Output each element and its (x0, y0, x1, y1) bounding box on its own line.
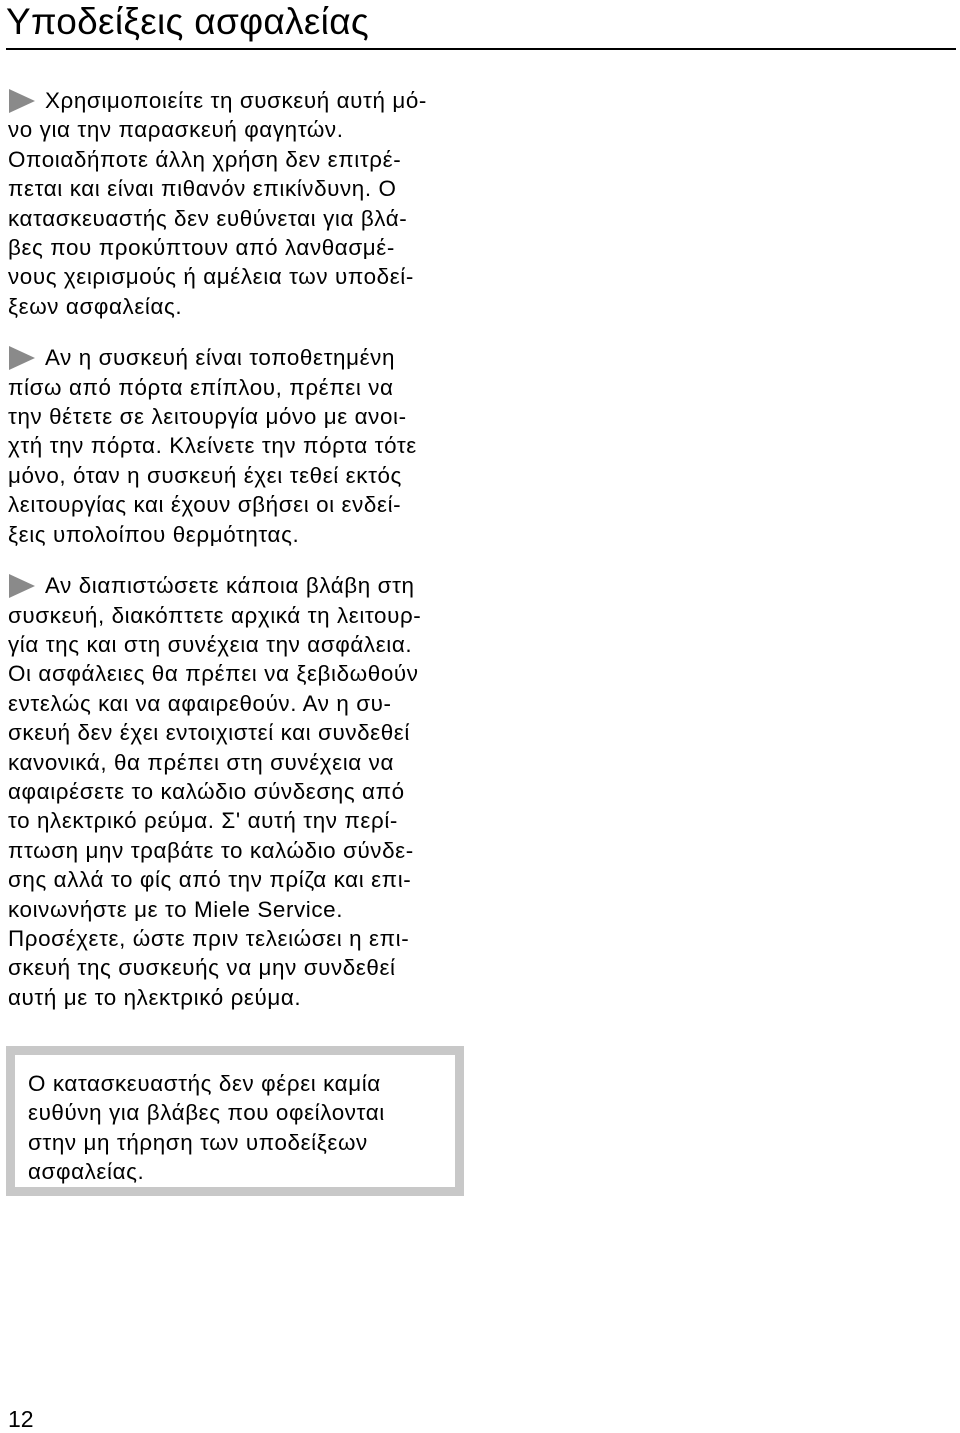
paragraph-line: συσκευή, διακόπτετε αρχικά τη λειτουρ- (8, 602, 422, 628)
paragraph-line: χτή την πόρτα. Κλείνετε την πόρτα τότε (8, 433, 417, 459)
safety-paragraph-3 (8, 571, 478, 1012)
paragraph-line: κοινωνήστε με το Miele Service. (8, 896, 344, 922)
paragraph-line: γία της και στη συνέχεια την ασφάλεια. (8, 631, 413, 657)
paragraph-line: μόνο, όταν η συσκευή έχει τεθεί εκτός (8, 462, 402, 488)
paragraph-line: σης αλλά το φίς από την πρίζα και επι- (8, 867, 412, 893)
paragraph-line: βες που προκύπτουν από λανθασμέ- (8, 235, 395, 261)
warning-notice-box (6, 1046, 464, 1196)
warning-notice-inner (15, 1055, 455, 1187)
paragraph-line: ξεις υπολοίπου θερμότητας. (8, 521, 300, 547)
paragraph-line: την θέτετε σε λειτουργία μόνο με ανοι- (8, 404, 407, 430)
paragraph-line: πεται και είναι πιθανόν επικίνδυνη. Ο (8, 176, 397, 202)
paragraph-line: το ηλεκτρικό ρεύμα. Σ' αυτή την περί- (8, 808, 398, 834)
triangle-bullet-icon (9, 574, 35, 598)
page-title: Υποδείξεις ασφαλείας (6, 1, 370, 42)
paragraph-line: λειτουργίας και έχουν σβήσει οι ενδεί- (8, 492, 402, 518)
paragraph-line: αφαιρέσετε το καλώδιο σύνδεσης από (8, 778, 405, 804)
paragraph-line: κατασκευαστής δεν ευθύνεται για βλά- (8, 205, 408, 231)
paragraph-line: ξεων ασφαλείας. (8, 293, 183, 319)
paragraph-line: κανονικά, θα πρέπει στη συνέχεια να (8, 749, 394, 775)
notice-line: Ο κατασκευαστής δεν φέρει καμία (28, 1071, 381, 1096)
safety-instructions (8, 86, 478, 1034)
paragraph-line: σκευή δεν έχει εντοιχιστεί και συνδεθεί (8, 720, 410, 746)
paragraph-line: Αν διαπιστώσετε κάποια βλάβη στη (8, 571, 478, 600)
paragraph-line: αυτή με το ηλεκτρικό ρεύμα. (8, 984, 302, 1010)
paragraph-line: Οι ασφάλειες θα πρέπει να ξεβιδωθούν (8, 661, 419, 687)
safety-paragraph-2 (8, 343, 478, 549)
paragraph-line: πτωση μην τραβάτε το καλώδιο σύνδε- (8, 837, 414, 863)
paragraph-line: πίσω από πόρτα επίπλου, πρέπει να (8, 374, 394, 400)
notice-line: ασφαλείας. (28, 1159, 145, 1185)
notice-line: ευθύνη για βλάβες που οφείλονται (28, 1100, 385, 1126)
paragraph-line: σκευή της συσκευής να μην συνδεθεί (8, 955, 396, 981)
paragraph-line: Χρησιμοποιείτε τη συσκευή αυτή μό- (8, 86, 478, 115)
page-number: 12 (8, 1406, 34, 1432)
paragraph-line: νο για την παρασκευή φαγητών. (8, 117, 344, 143)
notice-line: στην μη τήρηση των υποδείξεων (28, 1129, 368, 1155)
paragraph-line: εντελώς και να αφαιρεθούν. Αν η συ- (8, 690, 392, 716)
triangle-bullet-icon (9, 89, 35, 113)
paragraph-line: νους χειρισμούς ή αμέλεια των υποδεί- (8, 264, 414, 290)
warning-notice-text (28, 1069, 455, 1187)
paragraph-line: Προσέχετε, ώστε πριν τελειώσει η επι- (8, 925, 410, 951)
safety-paragraph-1 (8, 86, 478, 321)
paragraph-line: Αν η συσκευή είναι τοποθετημένη (8, 343, 478, 372)
page-header (6, 0, 956, 50)
paragraph-line: Οποιαδήποτε άλλη χρήση δεν επιτρέ- (8, 146, 402, 172)
triangle-bullet-icon (9, 346, 35, 370)
